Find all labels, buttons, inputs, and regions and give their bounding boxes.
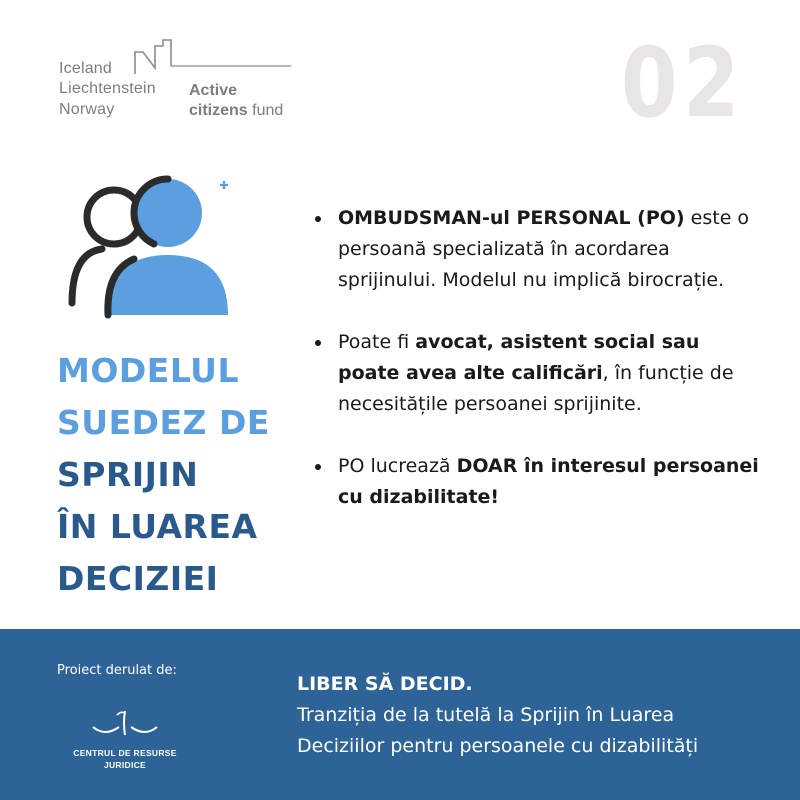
bullet-item-interest: PO lucrează DOAR în interesul persoanei cu dizabilitate! [312,451,767,513]
title-line-1: MODELUL [57,351,240,390]
project-desc-line-2: Deciziilor pentru persoanele cu dizabilități [297,735,699,757]
page-title [57,345,297,605]
logo-country-iceland: Iceland [59,60,112,77]
title-line-4: ÎN LUAREA [57,507,258,546]
bullet-item-qualifications: Poate fi avocat, asistent social sau poate avea alte calificări, în funcție de necesitățile persoanei sprijinite. [312,327,767,420]
eea-grants-logo [59,38,299,128]
page-number: 02 [621,27,745,139]
people-icon [62,175,252,325]
logo-country-norway: Norway [59,101,115,118]
project-name: LIBER SĂ DECID. [297,673,473,695]
logo-fund-line2: citizens fund [189,102,284,119]
project-desc-line-1: Tranziția de la tutelă la Sprijin în Luarea [297,704,675,726]
title-line-5: DECIZIEI [57,559,219,598]
logo-country-liechtenstein: Liechtenstein [59,80,156,97]
bullet-item-ombudsman: OMBUDSMAN-ul PERSONAL (PO) este o persoană specializată în acordarea sprijinului. Modelul nu implică birocrație. [312,203,767,296]
footer-band [0,629,800,800]
crj-name: CENTRUL DE RESURSE JURIDICE [73,748,177,770]
title-line-3: SPRIJIN [57,455,199,494]
scales-icon [85,709,165,739]
logo-fund-line1: Active [189,82,238,99]
crj-logo [60,709,190,771]
info-bullet-list [312,203,767,544]
title-line-2: SUEDEZ DE [57,403,270,442]
project-info [297,669,777,762]
footer-credit: Proiect derulat de: [57,663,177,678]
